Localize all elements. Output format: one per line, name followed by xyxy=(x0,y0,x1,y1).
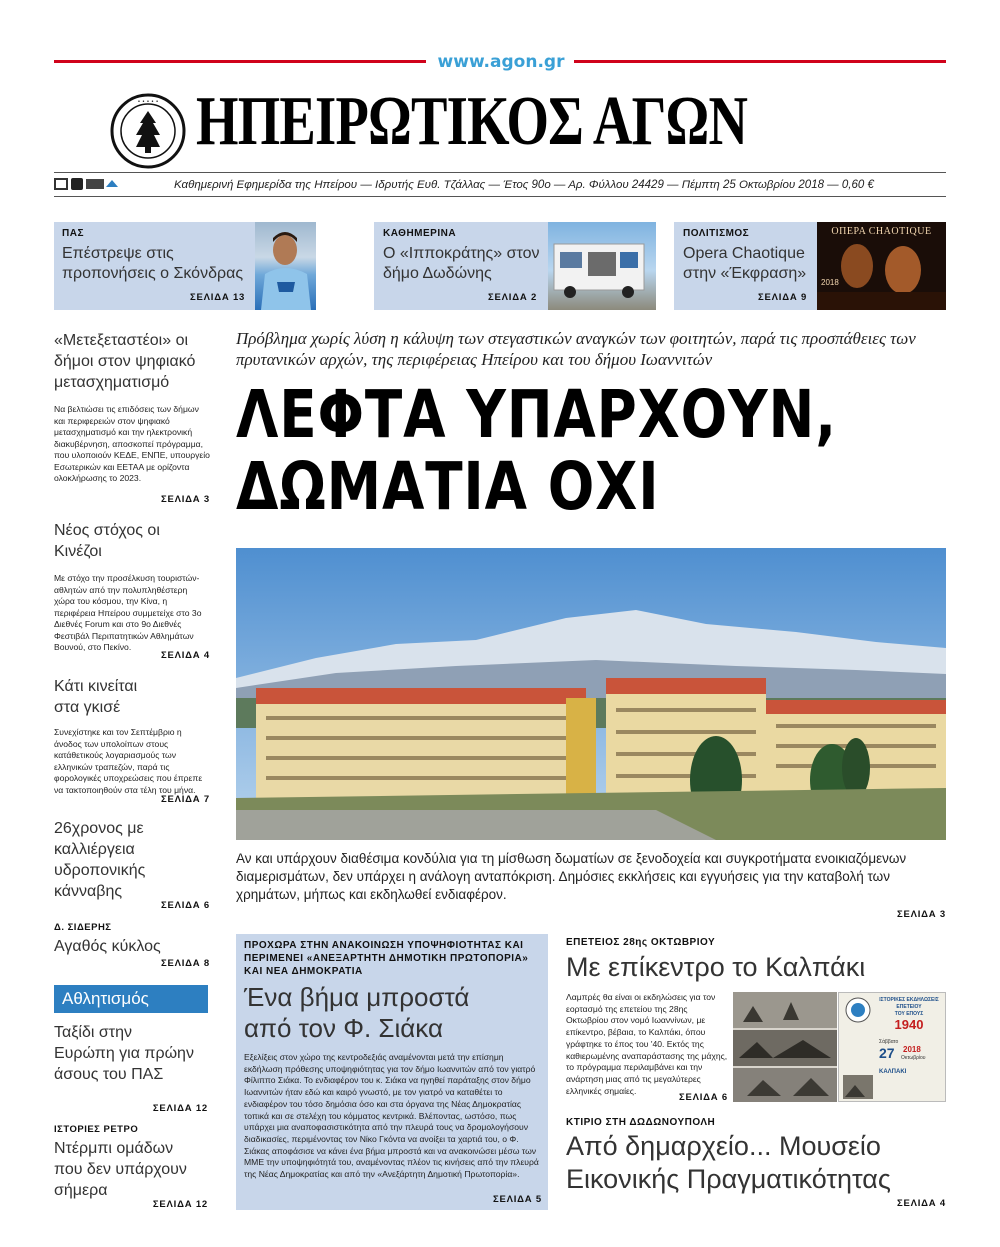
promo-page: ΣΕΛΙΔΑ 13 xyxy=(190,292,246,303)
sidebar-item-body: Να βελτιώσει τις επιδόσεις των δήμων και περιφερειών στον ψηφιακό μετασχηματισμό και την ηλεκτρονική διακυβέρνηση, αποσκοπεί πρόγραμμα, που υλοποιούν ΚΕΔΕ, ΕΝΠΕ, υπουργείο Εσωτερικών και ΕΕΤΑΑ με ορίζοντα ολοκλήρωσης το 2023. xyxy=(54,404,210,483)
story-kalpaki-kicker: ΕΠΕΤΕΙΟΣ 28ης ΟΚΤΩΒΡΙΟΥ xyxy=(566,937,716,948)
sidebar-item-body: Με στόχο την προσέλκυση τουριστών- αθλητών από την πολυπληθέστερη χώρα του κόσμου, την Κίνα, η περιφέρεια Ηπείρου συμμετείχε στο 3ο Διεθνές Forum και στο 9ο Διεθνές Φεστιβάλ Περιπατητικών Αθλημάτων Βουνού, στο Πεκίνο. xyxy=(54,573,202,652)
story-kicker: ΠΡΟΧΩΡΑ ΣΤΗΝ ΑΝΑΚΟΙΝΩΣΗ ΥΠΟΨΗΦΙΟΤΗΤΑΣ ΚΑΙ ΠΕΡΙΜΕΝΕΙ «ΑΝΕΞΑΡΤΗΤΗ ΔΗΜΟΤΙΚΗ ΠΡΩΤΟΠΟΡΙΑ» ΚΑΙ ΝΕΑ ΔΗΜΟΚΡΑΤΙΑ xyxy=(244,940,529,977)
sidebar-item-page: ΣΕΛΙΔΑ 8 xyxy=(160,958,210,969)
story-siakas[interactable] xyxy=(236,934,548,1210)
story-museum-kicker: ΚΤΙΡΙΟ ΣΤΗ ΔΩΔΩΝΟΥΠΟΛΗ xyxy=(566,1117,716,1128)
sidebar-item-title[interactable]: Αγαθός κύκλος xyxy=(54,938,161,955)
story-body: Εξελίξεις στον χώρο της κεντροδεξιάς αναμένονται μετά την επίσημη εκδήλωση πρόθεσης υποψηφιότητας για τον δήμο Ιωαννιτών από τον γιατρό Φίλιππο Σιάκα. Το ενδιαφέρον του κ. Σιάκα να ηγηθεί παράταξης στον δήμο Ιωαννιτών ήταν εδώ και καιρό γνωστό, με τον γιατρό να καταθέτει το ενδιαφέρον του τόσο δημόσια όσο και στα όργανα της Νέας Δημοκρατίας τοπικά και σε στελέχη του κόμματος κεντρικά. Βλέποντας, ωστόσο, πως υπάρχει μια αναποφασιστικότητα από την πλευρά τους να δρομολογήσουν διαδικασίες, περιμένοντας τον Νίκο Γκόντα να ανοίξει τα χαρτιά του, ο Φ. Σιάκας αποφάσισε να κάνει ένα βήμα μπροστά και να ανακοινώσει μέσω των ΜΜΕ την υποψηφιότητά του, αναμένοντας πλέον τις κινήσεις από την πλευρά της Νέας Δημοκρατίας και από την «Ανεξάρτητη Δημοτική Πρωτοπορία». xyxy=(244,1052,539,1180)
website-url[interactable]: www.agon.gr xyxy=(437,52,565,72)
story-kalpaki-title[interactable]: Με επίκεντρο το Καλπάκι xyxy=(566,952,866,982)
sports-item-title[interactable]: Ταξίδι στην Ευρώπη για πρώην άσους του ΠΑΣ xyxy=(54,1024,194,1083)
sports-item-title[interactable]: Ντέρμπι ομάδων που δεν υπάρχουν σήμερα xyxy=(54,1140,187,1199)
lead-photo xyxy=(236,548,946,840)
opera-poster xyxy=(817,222,946,310)
poster-line2: ΕΠΕΤΕΙΟΥ xyxy=(896,1004,922,1010)
poster-line1: ΙΣΤΟΡΙΚΕΣ ΕΚΔΗΛΩΣΕΙΣ xyxy=(879,997,939,1003)
story-museum-page: ΣΕΛΙΔΑ 4 xyxy=(896,1198,946,1209)
sidebar-item-title[interactable]: Νέος στόχος οι Κινέζοι xyxy=(54,522,160,560)
promo-title: Opera Chaotique στην «Έκφραση» xyxy=(683,245,807,282)
poster-date-year: 2018 xyxy=(903,1045,921,1054)
promo-title: Επέστρεψε στις προπονήσεις ο Σκόνδρας xyxy=(62,245,244,282)
story-museum-title[interactable]: Από δημαρχείο... Μουσείο Εικονικής Πραγματικότητας xyxy=(566,1131,891,1194)
promo-page: ΣΕΛΙΔΑ 9 xyxy=(758,292,808,303)
poster-date-month: Οκτωβρίου xyxy=(901,1055,926,1061)
promo-sports[interactable] xyxy=(54,222,316,310)
promo-daily[interactable] xyxy=(374,222,656,310)
lead-caption: Αν και υπάρχουν διαθέσιμα κονδύλια για τη μίσθωση δωματίων σε ξενοδοχεία και συγκροτήματα ενοικιαζόμενων διαμερισμάτων, δεν υπάρχει η ανάλογη ανταπόκριση. Δημόσιες εκκλήσεις και εγγυήσεις για την καταβολή των χρημάτων, μήπως και εκδηλωθεί ενδιαφέρον. xyxy=(236,851,907,902)
promo-kicker: ΠΑΣ xyxy=(62,228,84,239)
masthead-title: ΗΠΕΙΡΩΤΙΚΟΣ ΑΓΩΝ xyxy=(196,83,748,160)
sidebar-item-title[interactable]: Κάτι κινείται στα γκισέ xyxy=(54,678,138,716)
sidebar-item-page: ΣΕΛΙΔΑ 7 xyxy=(160,794,210,805)
sidebar-item-page: ΣΕΛΙΔΑ 4 xyxy=(160,650,210,661)
lead-subhead: Πρόβλημα χωρίς λύση η κάλυψη των στεγαστικών αναγκών των φοιτητών, παρά τις προσπάθειες των πρυτανικών αρχών, της περιφέρειας Ηπείρου και του δήμου Ιωαννιτών xyxy=(236,329,916,369)
sports-item-kicker: ΙΣΤΟΡΙΕΣ ΡΕΤΡΟ xyxy=(54,1124,139,1135)
mobile-unit-photo xyxy=(548,222,656,310)
story-kalpaki-body: Λαμπρές θα είναι οι εκδηλώσεις για τον εορτασμό της επετείου της 28ης Οκτωβρίου στον νομό Ιωαννίνων, με επίκεντρο, βέβαια, το Καλπάκι, όπου γράφτηκε το έπος του '40. Εκτός της καθιερωμένης αναπαράστασης της μάχης, το πρόγραμμα περιλαμβάνει και την ανάρτηση μιας από τις μεγαλύτερες ελληνικές σημαίες. xyxy=(566,992,728,1096)
svg-text:• • • • •: • • • • • xyxy=(137,99,159,105)
top-rule-right xyxy=(574,60,946,63)
story-kalpaki-page: ΣΕΛΙΔΑ 6 xyxy=(678,1092,728,1103)
poster-date-day: Σάββατο xyxy=(879,1039,899,1045)
lead-headline-line1[interactable]: ΛΕΦΤΑ ΥΠΑΡΧΟΥΝ, xyxy=(236,376,837,453)
promo-page: ΣΕΛΙΔΑ 2 xyxy=(488,292,538,303)
story-title: Ένα βήμα μπροστά από τον Φ. Σιάκα xyxy=(244,982,470,1043)
opera-poster-title: ΟΠΕΡΑ CHAOTIQUE xyxy=(831,226,932,237)
top-rule-left xyxy=(54,60,426,63)
promo-kicker: ΠΟΛΙΤΙΣΜΟΣ xyxy=(683,228,750,239)
promo-title: Ο «Ιπποκράτης» στον δήμο Δωδώνης xyxy=(383,245,540,282)
member-badges xyxy=(54,177,120,191)
lead-page: ΣΕΛΙΔΑ 3 xyxy=(896,909,946,920)
battle-photo-collage xyxy=(733,992,837,1102)
sidebar-item-page: ΣΕΛΙΔΑ 6 xyxy=(160,900,210,911)
promo-kicker: ΚΑΘΗΜΕΡΙΝΑ xyxy=(383,228,457,239)
poster-place: ΚΑΛΠΑΚΙ xyxy=(879,1069,907,1075)
masthead-divider-top xyxy=(54,172,946,173)
sports-item-page: ΣΕΛΙΔΑ 12 xyxy=(152,1103,208,1114)
sidebar-item-kicker: Δ. ΣΙΔΕΡΗΣ xyxy=(54,922,112,933)
story-page: ΣΕΛΙΔΑ 5 xyxy=(492,1194,542,1205)
footballer-photo xyxy=(255,222,316,310)
poster-date-num: 27 xyxy=(879,1045,895,1061)
sidebar-item-page: ΣΕΛΙΔΑ 3 xyxy=(160,494,210,505)
sports-section-label[interactable]: Αθλητισμός xyxy=(54,985,208,1013)
sidebar-item-body: Συνεχίστηκε και τον Σεπτέμβριο η άνοδος των υπολοίπων στους κατάθετικούς λογαριασμούς των ελληνικών τραπεζών, παρά τις φορολογικές υποχρεώσεις που έπρεπε να τακτοποιηθούν στα τέλη του μήνα. xyxy=(54,727,203,795)
lead-headline-line2[interactable]: ΔΩΜΑΤΙΑ ΟΧΙ xyxy=(236,448,660,525)
sidebar-item-title[interactable]: 26χρονος με καλλιέργεια υδροπονικής κάνναβης xyxy=(54,820,146,900)
poster-line3: ΤΟΥ ΕΠΟΥΣ xyxy=(894,1011,924,1017)
sports-item-page: ΣΕΛΙΔΑ 12 xyxy=(152,1199,208,1210)
issue-info: Καθημερινή Εφημερίδα της Ηπείρου — Ιδρυτής Ευθ. Τζάλλας — Έτος 90ο — Αρ. Φύλλου 24429 — Πέμπτη 25 Οκτωβρίου 2018 — 0,60 € xyxy=(174,179,874,191)
newspaper-seal-logo xyxy=(110,93,186,169)
poster-year: 1940 xyxy=(894,1017,924,1032)
anniversary-poster xyxy=(838,992,946,1102)
masthead-divider-bottom xyxy=(54,196,946,197)
sidebar-item-title[interactable]: «Μετεξεταστέοι» οι δήμοι στον ψηφιακό μετασχηματισμό xyxy=(54,332,196,391)
promo-culture[interactable] xyxy=(674,222,946,310)
opera-poster-year: 2018 xyxy=(821,278,839,287)
